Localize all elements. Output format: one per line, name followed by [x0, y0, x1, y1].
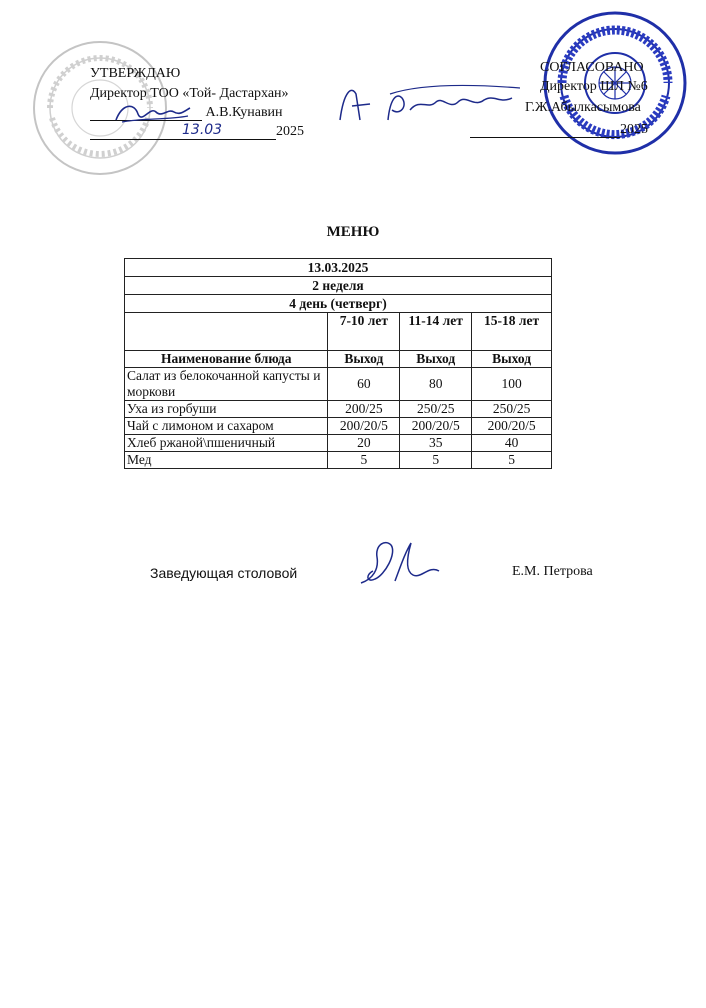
- output-header: Выход: [400, 351, 472, 368]
- age-group-header: 7-10 лет: [328, 313, 400, 351]
- portion-value: 80: [400, 368, 472, 401]
- menu-table: [124, 258, 552, 469]
- agree-date-blank: [470, 123, 620, 138]
- director-signature: [112, 98, 192, 128]
- agree-year: 2025: [620, 122, 648, 137]
- portion-value: 200/25: [328, 401, 400, 418]
- canteen-head-signature: [355, 535, 445, 590]
- output-header: Выход: [328, 351, 400, 368]
- agree-role: Директор ШЛ №6: [540, 79, 648, 94]
- footer-role: Заведующая столовой: [150, 565, 298, 581]
- approve-role: Директор ТОО «Той- Дастархан»: [90, 86, 289, 101]
- menu-title: МЕНЮ: [326, 224, 380, 240]
- dish-name: Салат из белокочанной капусты и моркови: [125, 368, 328, 401]
- footer-name: Е.М. Петрова: [512, 564, 593, 579]
- approve-year: 2025: [276, 124, 304, 139]
- table-row: [125, 452, 552, 469]
- portion-value: 35: [400, 435, 472, 452]
- dish-name: Мед: [125, 452, 328, 469]
- output-header: Выход: [472, 351, 552, 368]
- portion-value: 40: [472, 435, 552, 452]
- dish-header: Наименование блюда: [125, 351, 328, 368]
- agree-name: Г.Ж.Абылкасымова: [525, 100, 641, 115]
- portion-value: 250/25: [472, 401, 552, 418]
- table-row: [125, 435, 552, 452]
- menu-day: 4 день (четверг): [125, 295, 552, 313]
- dish-name: Уха из горбуши: [125, 401, 328, 418]
- table-row: [125, 401, 552, 418]
- portion-value: 5: [400, 452, 472, 469]
- table-row: [125, 418, 552, 435]
- approve-name: А.В.Кунавин: [205, 105, 283, 120]
- age-group-header: 15-18 лет: [472, 313, 552, 351]
- approve-title: УТВЕРЖДАЮ: [90, 66, 181, 81]
- portion-value: 200/20/5: [400, 418, 472, 435]
- portion-value: 60: [328, 368, 400, 401]
- portion-value: 100: [472, 368, 552, 401]
- portion-value: 200/20/5: [328, 418, 400, 435]
- portion-value: 20: [328, 435, 400, 452]
- menu-week: 2 неделя: [125, 277, 552, 295]
- portion-value: 200/20/5: [472, 418, 552, 435]
- portion-value: 5: [472, 452, 552, 469]
- menu-date: 13.03.2025: [125, 259, 552, 277]
- age-group-header: 11-14 лет: [400, 313, 472, 351]
- dish-name: Хлеб ржаной\пшеничный: [125, 435, 328, 452]
- handwritten-date: 13.03: [182, 122, 223, 138]
- agree-title: СОГЛАСОВАНО: [540, 60, 644, 75]
- portion-value: 5: [328, 452, 400, 469]
- table-row: [125, 368, 552, 401]
- dish-header-spacer: [125, 313, 328, 351]
- agree-date-line: [470, 122, 648, 138]
- dish-name: Чай с лимоном и сахаром: [125, 418, 328, 435]
- portion-value: 250/25: [400, 401, 472, 418]
